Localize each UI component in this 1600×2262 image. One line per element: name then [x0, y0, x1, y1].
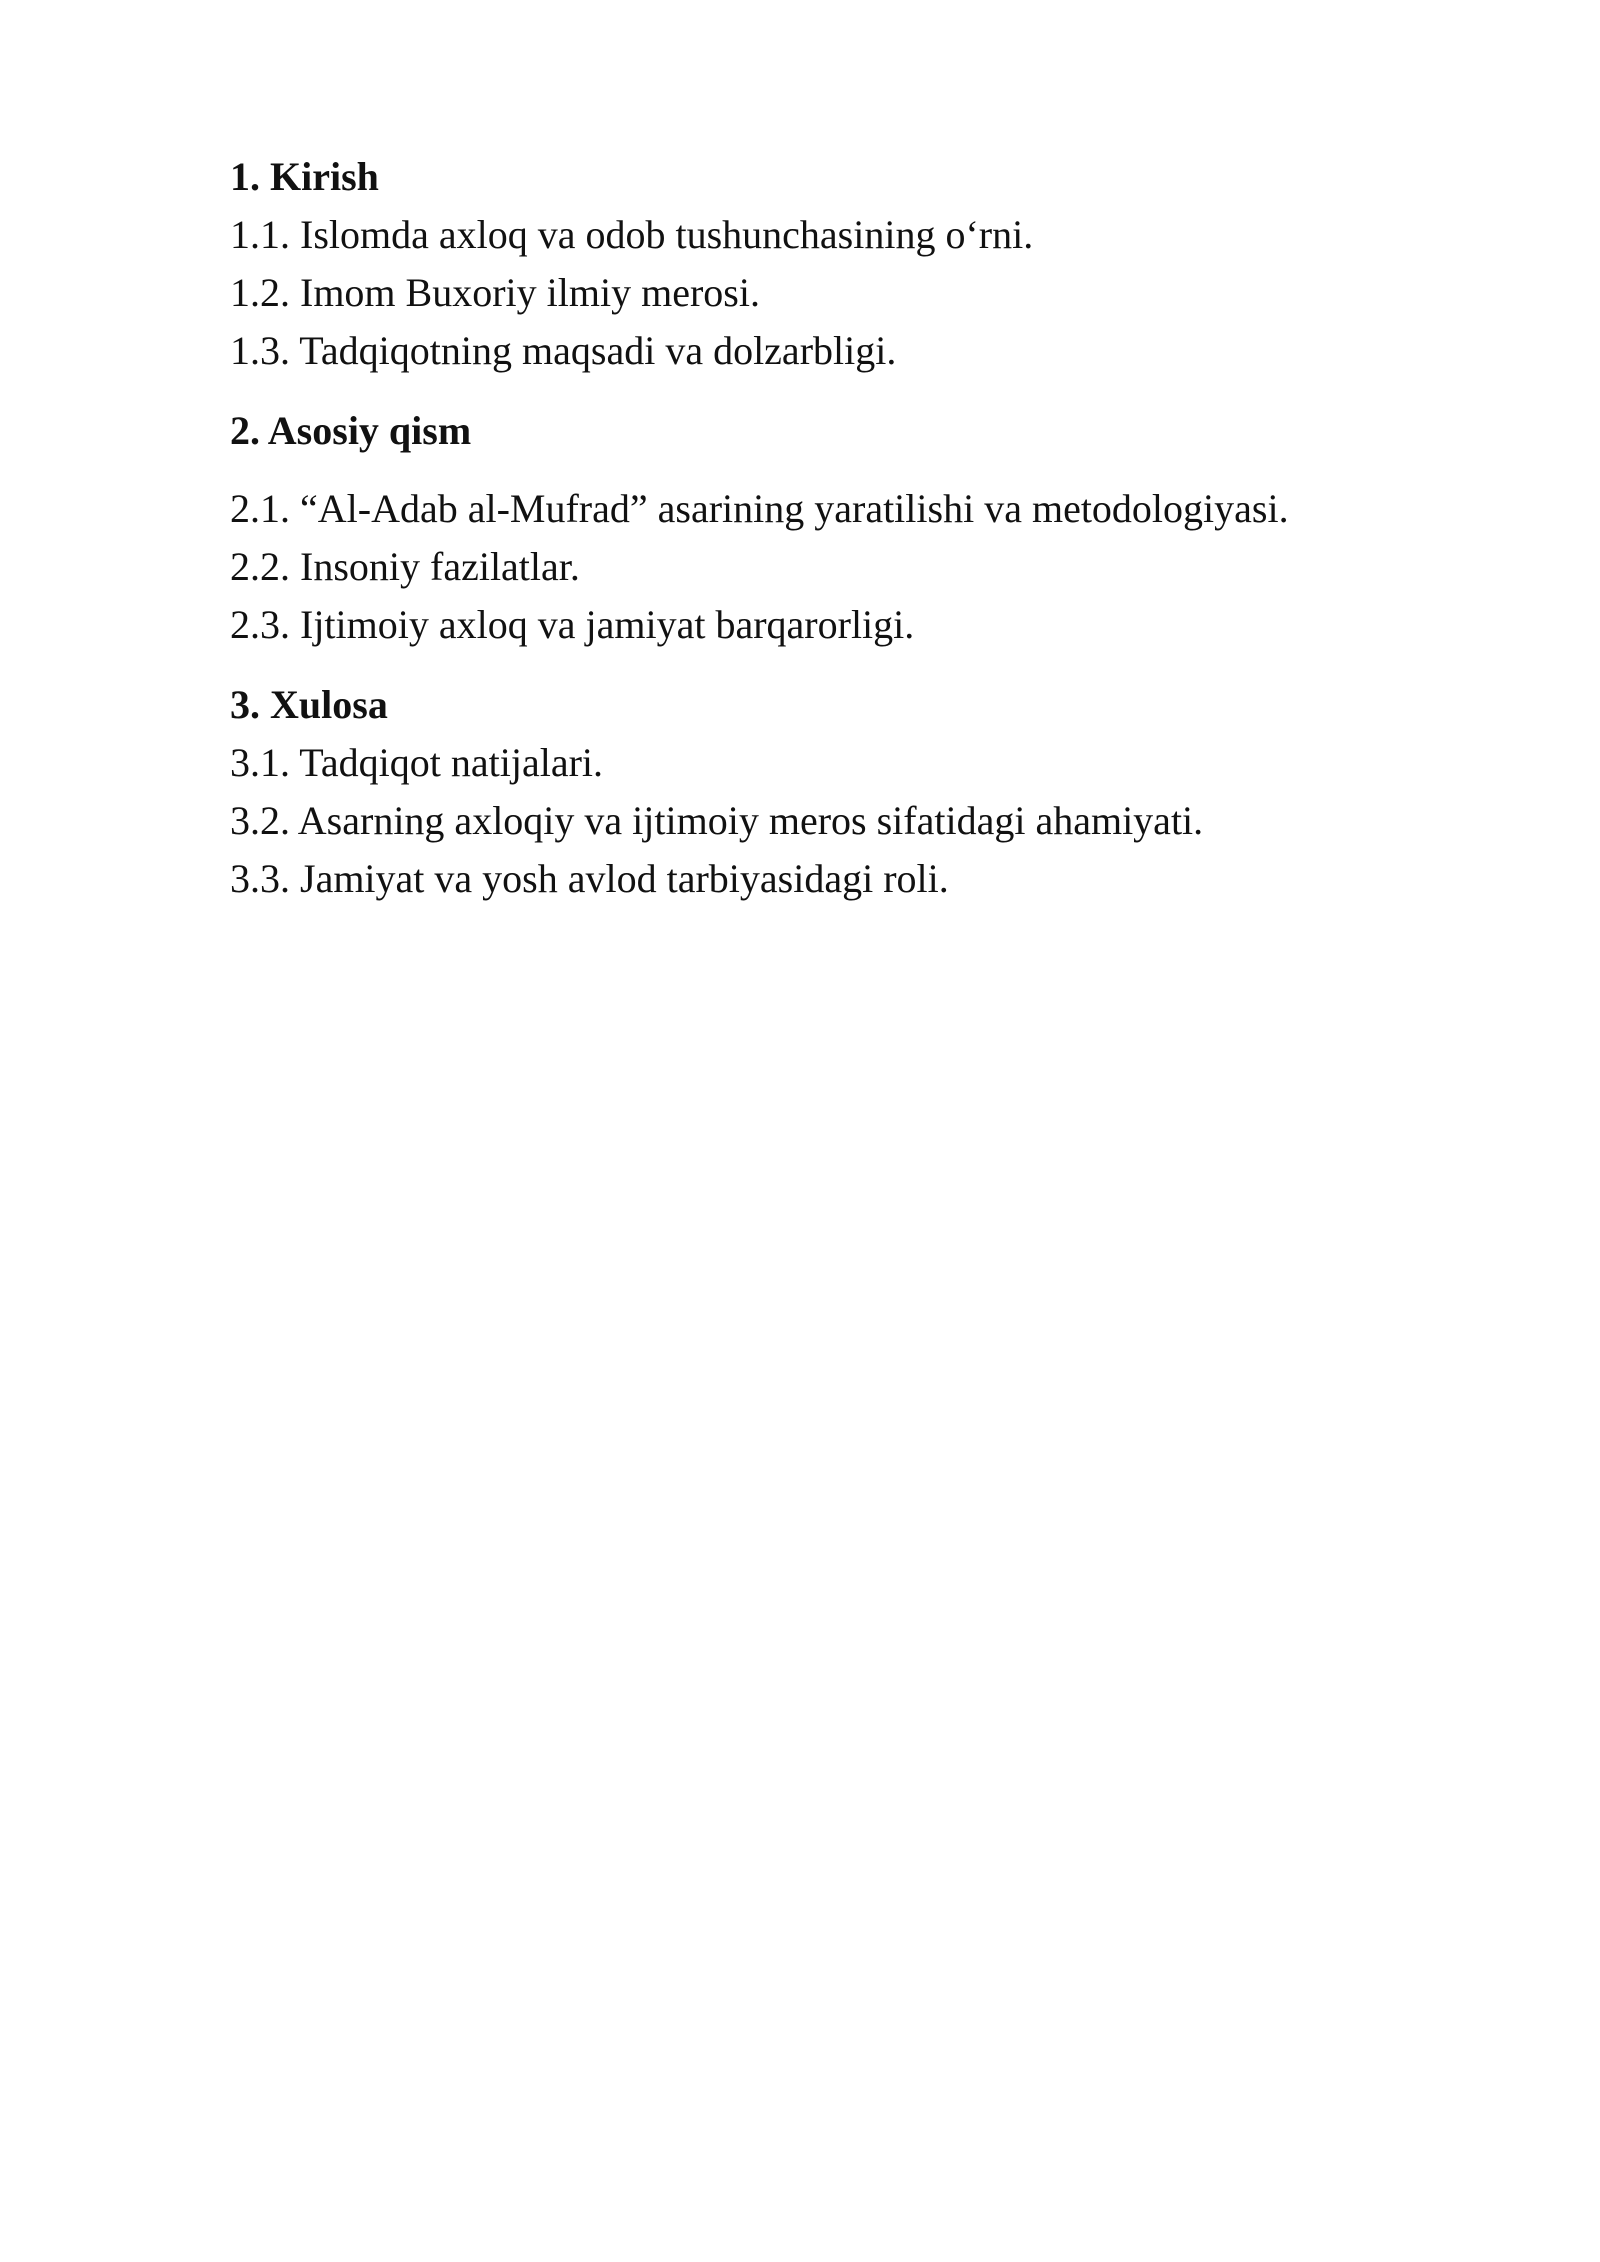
section-heading: 3. Xulosa	[230, 682, 388, 727]
outline-item: 3.2. Asarning axloqiy va ijtimoiy meros sifatidagi ahamiyati.	[230, 798, 1204, 843]
outline-item: 1.2. Imom Buxoriy ilmiy merosi.	[230, 270, 760, 315]
outline-item: 1.3. Tadqiqotning maqsadi va dolzarbligi.	[230, 328, 897, 373]
section-asosiy-qism	[230, 402, 1430, 654]
outline-item: 2.2. Insoniy fazilatlar.	[230, 544, 580, 589]
outline-item: 2.1. “Al-Adab al-Mufrad” asarining yaratilishi va metodologiyasi.	[230, 486, 1289, 531]
outline-item: 3.1. Tadqiqot natijalari.	[230, 740, 604, 785]
section-kirish	[230, 148, 1430, 380]
outline-item: 3.3. Jamiyat va yosh avlod tarbiyasidagi roli.	[230, 856, 949, 901]
table-of-contents	[230, 148, 1430, 908]
outline-item: 2.3. Ijtimoiy axloq va jamiyat barqarorligi.	[230, 602, 915, 647]
section-heading: 1. Kirish	[230, 154, 379, 199]
section-xulosa	[230, 676, 1430, 908]
section-heading: 2. Asosiy qism	[230, 408, 472, 453]
outline-item: 1.1. Islomda axloq va odob tushunchasining o‘rni.	[230, 212, 1034, 257]
